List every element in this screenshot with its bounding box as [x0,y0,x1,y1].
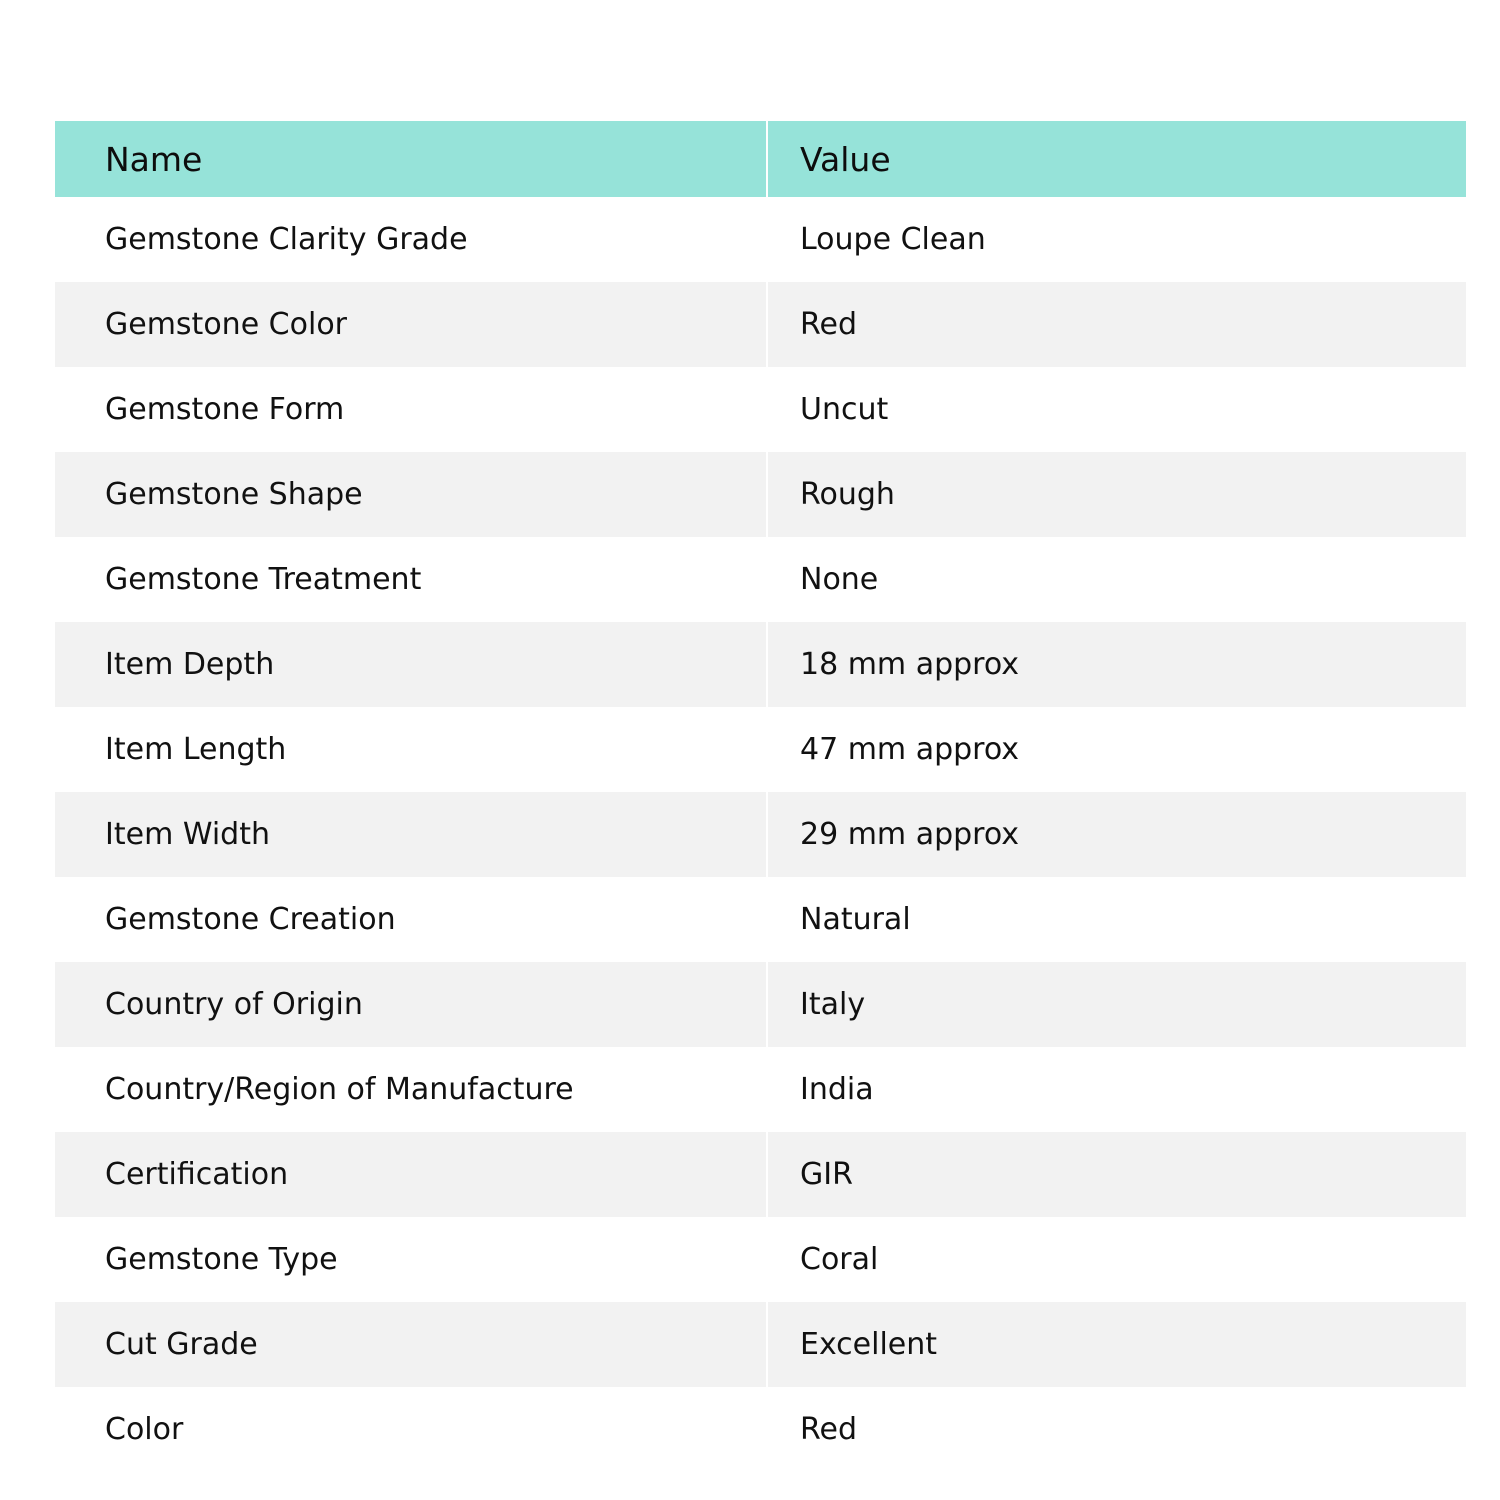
column-header-value: Value [767,121,1466,197]
table-row [55,1217,1466,1302]
cell-value: Coral [767,1217,1466,1302]
cell-name: Cut Grade [55,1302,767,1387]
table-row [55,1132,1466,1217]
cell-name: Item Length [55,707,767,792]
cell-value: 29 mm approx [767,792,1466,877]
specifications-table [55,121,1466,1472]
cell-value: Excellent [767,1302,1466,1387]
column-header-name: Name [55,121,767,197]
cell-name: Gemstone Color [55,282,767,367]
cell-name: Color [55,1387,767,1472]
table-row [55,537,1466,622]
table-row [55,1387,1466,1472]
cell-name: Gemstone Creation [55,877,767,962]
table-row [55,197,1466,282]
table-row [55,367,1466,452]
cell-value: Red [767,282,1466,367]
cell-name: Certification [55,1132,767,1217]
table-row [55,622,1466,707]
table-row [55,707,1466,792]
table-body [55,197,1466,1472]
cell-value: India [767,1047,1466,1132]
cell-name: Country/Region of Manufacture [55,1047,767,1132]
cell-name: Gemstone Clarity Grade [55,197,767,282]
table-row [55,877,1466,962]
cell-value: GIR [767,1132,1466,1217]
cell-value: None [767,537,1466,622]
cell-name: Gemstone Type [55,1217,767,1302]
cell-name: Gemstone Shape [55,452,767,537]
cell-name: Gemstone Treatment [55,537,767,622]
cell-value: 18 mm approx [767,622,1466,707]
cell-name: Item Depth [55,622,767,707]
table-row [55,452,1466,537]
cell-value: Natural [767,877,1466,962]
cell-value: 47 mm approx [767,707,1466,792]
table-row [55,792,1466,877]
table-row [55,1047,1466,1132]
table-row [55,282,1466,367]
table-row [55,962,1466,1047]
cell-value: Red [767,1387,1466,1472]
cell-name: Country of Origin [55,962,767,1047]
cell-value: Rough [767,452,1466,537]
cell-value: Italy [767,962,1466,1047]
cell-value: Uncut [767,367,1466,452]
cell-name: Gemstone Form [55,367,767,452]
cell-value: Loupe Clean [767,197,1466,282]
table-header-row [55,121,1466,197]
table-header [55,121,1466,197]
cell-name: Item Width [55,792,767,877]
table-row [55,1302,1466,1387]
